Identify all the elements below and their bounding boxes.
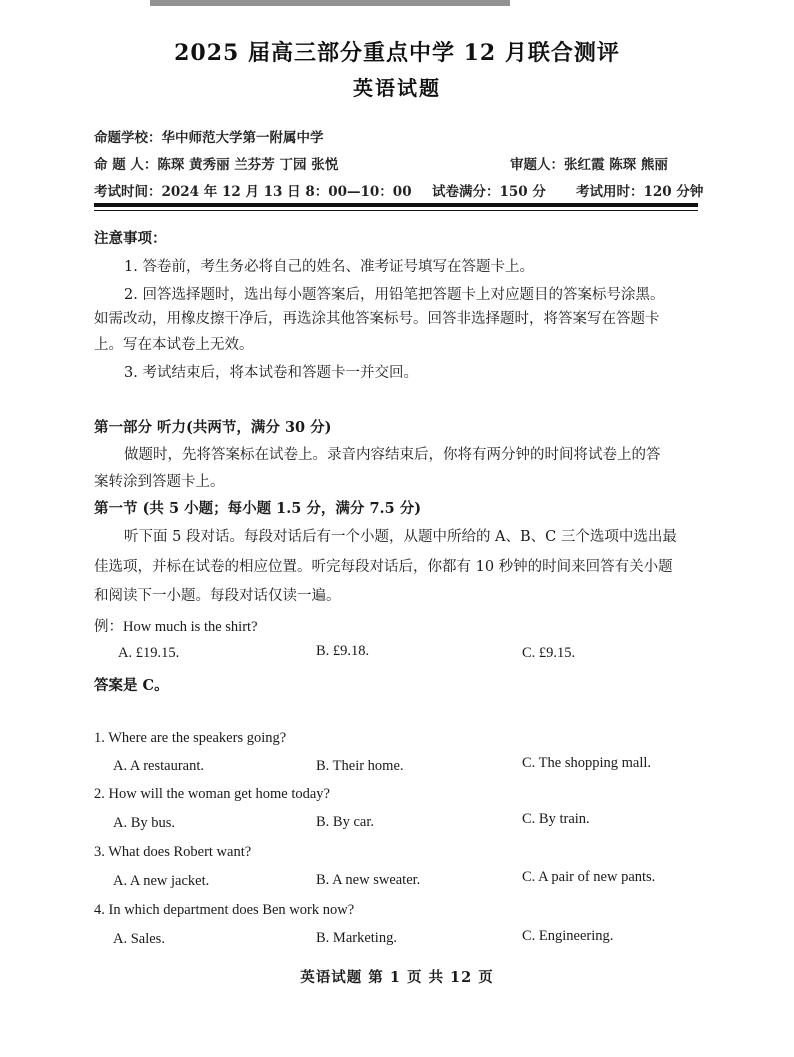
question-1-option-c: C. The shopping mall. [522,755,652,771]
question-4-option-c: C. Engineering. [522,928,614,944]
example-option-b: B. £9.18. [316,643,370,659]
full-score: 试卷满分：150 分 [432,184,546,200]
notice-item-2-cont: 如需改动，用橡皮擦干净后，再选涂其他答案标号。回答非选择题时，将答案写在答题卡 [94,311,660,327]
question-2-option-c: C. By train. [522,811,590,827]
notice-item-3: 3. 考试结束后，将本试卷和答题卡一并交回。 [124,365,418,381]
example-answer: 答案是 C。 [94,677,169,694]
question-1: 1. Where are the speakers going? [94,730,287,746]
question-2-option-b: B. By car. [316,814,374,830]
notice-item-2-end: 上。写在本试卷上无效。 [94,337,254,353]
section1-heading: 第一节 (共 5 小题；每小题 1.5 分，满分 7.5 分) [94,500,422,517]
example-option-a: A. £19.15. [118,645,180,661]
top-cropped-text-line [150,0,510,6]
notice-heading: 注意事项： [94,230,167,247]
question-2: 2. How will the woman get home today? [94,786,330,802]
notice-item-1: 1. 答卷前，考生务必将自己的姓名、准考证号填写在答题卡上。 [124,259,534,275]
question-3-option-b: B. A new sweater. [316,872,421,888]
reviewers: 审题人：张红霞 陈琛 熊丽 [510,157,668,173]
question-4-option-a: A. Sales. [113,931,165,947]
example-question: 例：How much is the shirt? [94,619,258,635]
section1-instructions-cont: 佳选项，并标在试卷的相应位置。听完每段对话后，你都有 10 秒钟的时间来回答有关小题 [94,559,673,575]
part1-intro: 做题时，先将答案标在试卷上。录音内容结束后，你将有两分钟的时间将试卷上的答 [124,447,661,463]
page-footer: 英语试题 第 1 页 共 12 页 [300,969,494,986]
question-1-option-a: A. A restaurant. [113,758,205,774]
question-4: 4. In which department does Ben work now? [94,902,355,918]
notice-item-2: 2. 回答选择题时，选出每小题答案后，用铅笔把答题卡上对应题目的答案标号涂黑。 [124,287,665,303]
question-3-option-c: C. A pair of new pants. [522,869,656,885]
question-3-option-a: A. A new jacket. [113,873,210,889]
exam-title: 2025 届高三部分重点中学 12 月联合测评 [174,40,620,66]
header-divider-thin [94,210,698,211]
exam-subject-title: 英语试题 [353,76,441,100]
example-option-c: C. £9.15. [522,645,576,661]
question-3: 3. What does Robert want? [94,844,252,860]
setters: 命 题 人：陈琛 黄秀丽 兰芬芳 丁园 张悦 [94,157,339,173]
part1-heading: 第一部分 听力(共两节，满分 30 分) [94,419,332,436]
question-2-option-a: A. By bus. [113,815,176,831]
part1-intro-cont: 案转涂到答题卡上。 [94,474,225,490]
question-1-option-b: B. Their home. [316,758,404,774]
section1-instructions-end: 和阅读下一小题。每段对话仅读一遍。 [94,588,341,604]
exam-duration: 考试用时：120 分钟 [576,184,704,200]
section1-instructions: 听下面 5 段对话。每段对话后有一个小题，从题中所给的 A、B、C 三个选项中选出最 [124,529,677,545]
question-4-option-b: B. Marketing. [316,930,397,946]
setter-school: 命题学校：华中师范大学第一附属中学 [94,130,324,146]
exam-time: 考试时间：2024 年 12 月 13 日 8：00—10：00 [94,184,412,200]
header-divider-thick [94,203,698,207]
